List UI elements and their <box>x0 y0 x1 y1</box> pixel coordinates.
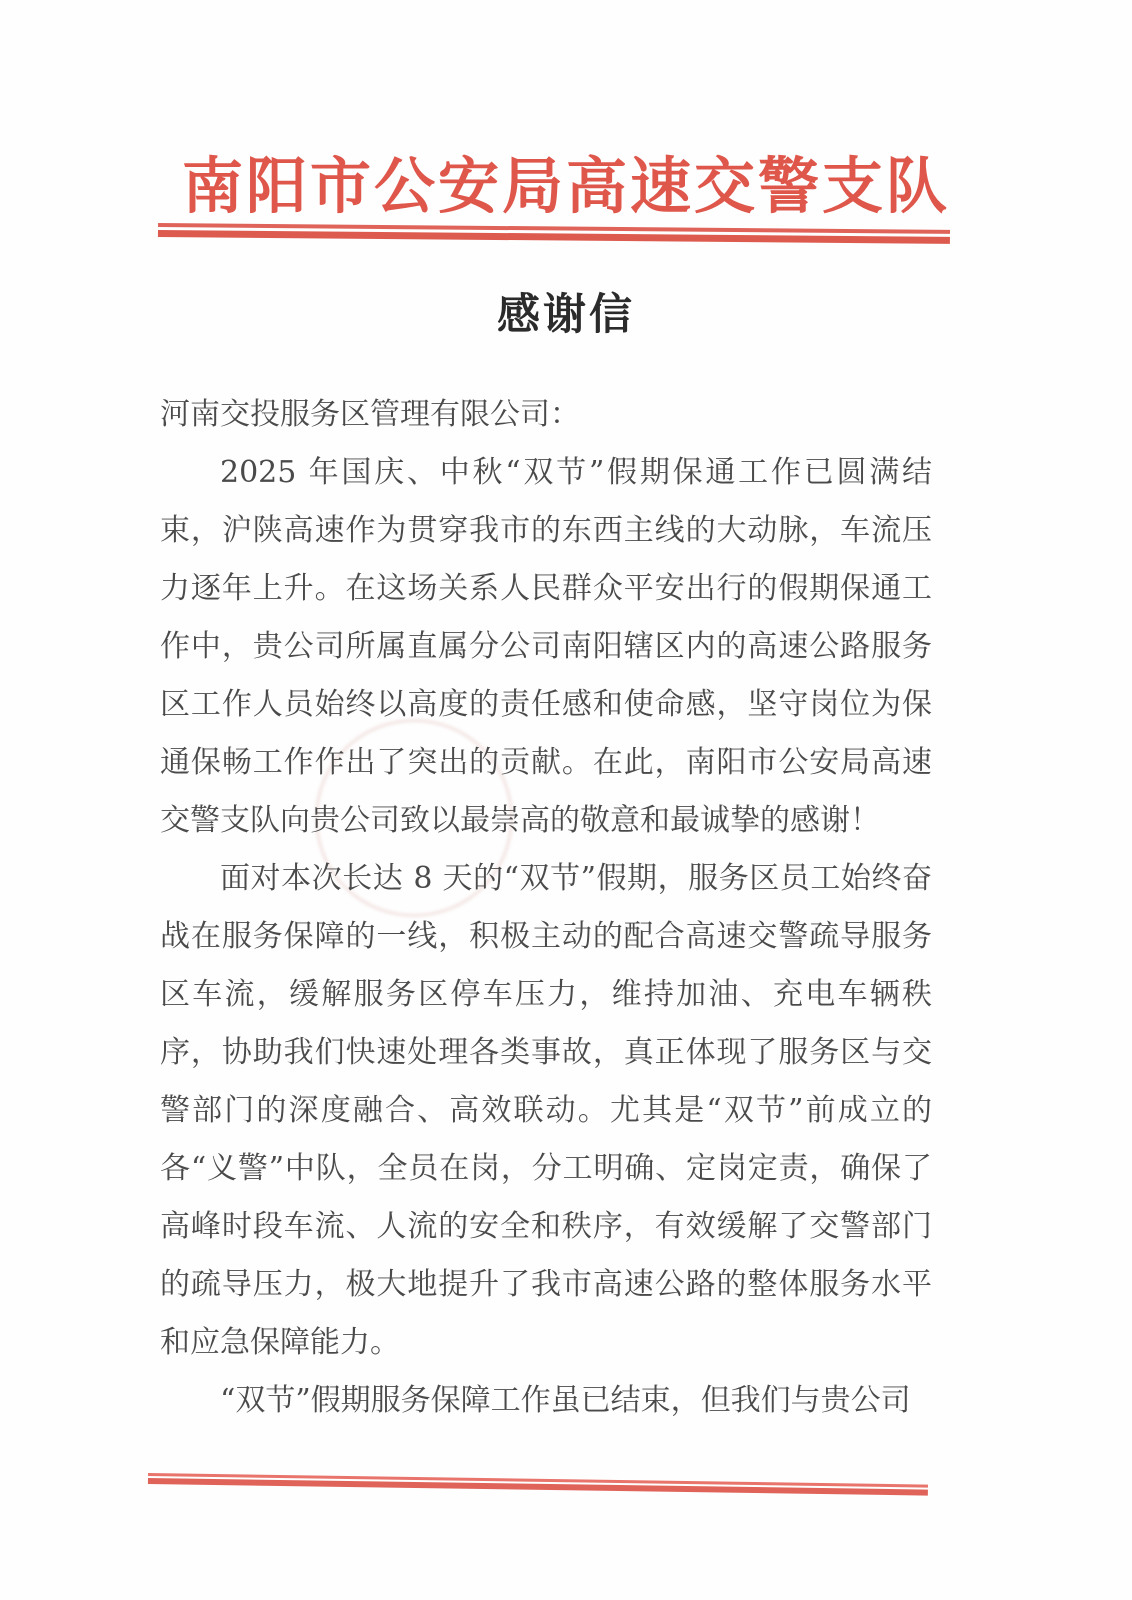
document-title: 感谢信 <box>497 290 635 340</box>
letterhead-title: 南阳市公安局高速交警支队 <box>181 151 950 222</box>
body-paragraph-1: 2025 年国庆、中秋“双节”假期保通工作已圆满结束，沪陕高速作为贯穿我市的东西主线的大动脉，车流压力逐年上升。在这场关系人民群众平安出行的假期保通工作中，贵公司所属直属分公司南阳辖区内的高速公路服务区工作人员始终以高度的责任感和使命感，坚守岗位为保通保畅工作作出了突出的贡献。在此，南阳市公安局高速交警支队向贵公司致以最崇高的敬意和最诚挚的感谢！ <box>160 455 932 838</box>
body-paragraph-3: “双节”假期服务保障工作虽已结束，但我们与贵公司 <box>220 1383 911 1418</box>
salutation-line: 河南交投服务区管理有限公司： <box>160 397 580 432</box>
letter-body <box>160 386 932 1430</box>
letterhead-rule <box>158 223 950 244</box>
body-paragraph-2: 面对本次长达 8 天的“双节”假期，服务区员工始终奋战在服务保障的一线，积极主动的配合高速交警疏导服务区车流，缓解服务区停车压力，维持加油、充电车辆秩序，协助我们快速处理各类事故，真正体现了服务区与交警部门的深度融合、高效联动。尤其是“双节”前成立的各“义警”中队，全员在岗，分工明确、定岗定责，确保了高峰时段车流、人流的安全和秩序，有效缓解了交警部门的疏导压力，极大地提升了我市高速公路的整体服务水平和应急保障能力。 <box>160 861 932 1360</box>
footer-rule <box>148 1473 928 1496</box>
